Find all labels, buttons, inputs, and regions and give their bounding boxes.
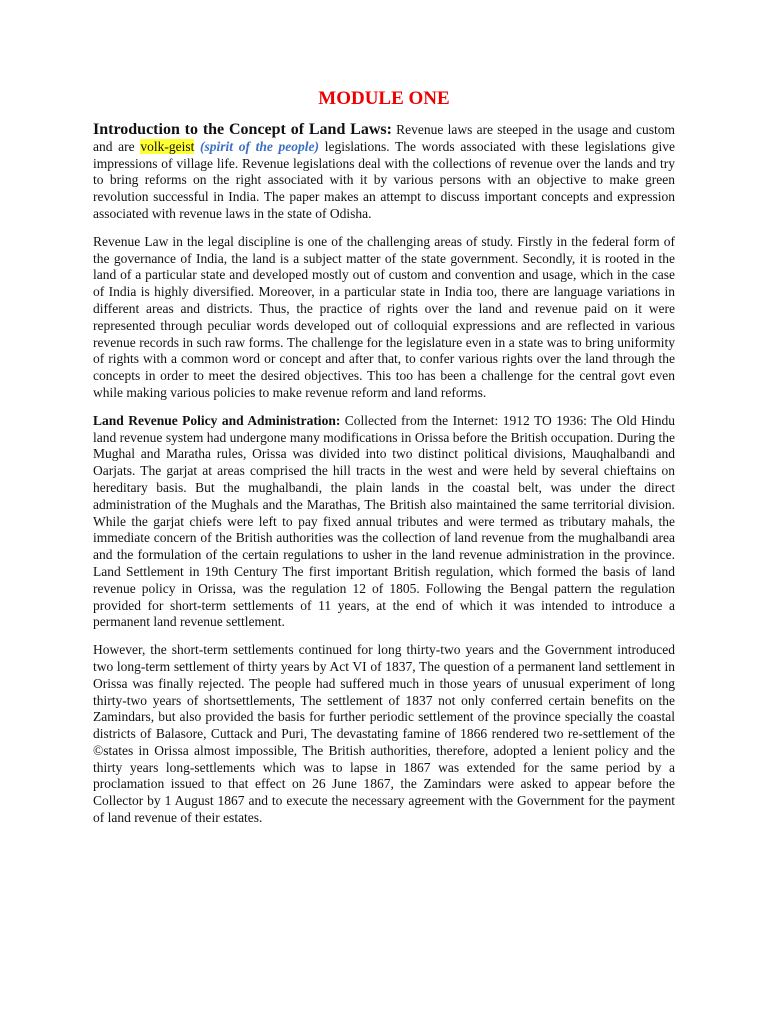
settlement-paragraph: However, the short-term settlements continued for long thirty-two years and the Government introduced two long-term settlement of thirty years by Act VI of 1837, The question of a permanent land settlement in Orissa was finally rejected. The people had suffered much in those years of unusual experiment of long thirty-two years of shortsettlements, The settlement of 1837 not only conferred certain benefits on the Zamindars, but also provided the basis for further periodic settlement of the province specially the coastal districts of Balasore, Cuttack and Puri, The devastating famine of 1866 rendered two re-settlement of the ©states in Orissa almost impossible, The British authorities, therefore, adopted a lenient policy and the thirty years long-settlements which was to lapse in 1867 was extended for the same period by a proclamation issued to that effect on 26 June 1867, the Zamindars were asked to appear before the Collector by 1 August 1867 and to execute the necessary agreement with the Government for the payment of land revenue of their estates. (93, 642, 675, 826)
revenue-law-paragraph: Revenue Law in the legal discipline is one of the challenging areas of study. Firstly in the federal form of the governance of India, the land is a subject matter of the state government. Secondly, it is rooted in the land of a particular state and developed mostly out of custom and convention and usage, which in the case of India is highly diversified. Moreover, in a particular state in India too, there are language variations in different areas and districts. Thus, the practice of rights over the land and revenue paid on it were represented through peculiar words developed out of colloquial expressions and are reflected in various revenue records in such raw forms. The challenge for the legislature even in a state was to bring uniformity of rights with a common word or concept and after that, to confer various rights over the land through the concepts in order to meet the desired objectives. This too has been a challenge for the central govt even while making various policies to make revenue reform and land reforms. (93, 233, 675, 400)
intro-paragraph (93, 122, 675, 223)
policy-heading: Land Revenue Policy and Administration: (93, 412, 341, 428)
page-title: MODULE ONE (318, 88, 450, 109)
highlighted-term: volk-geist (140, 138, 195, 154)
intro-text-start: Revenue laws are steeped in the usage and custom and are (93, 122, 676, 154)
document-page (93, 88, 675, 838)
intro-text-end: legislations. The words associated with these legislations give impressions of village life. Revenue legislations deal with the collections of revenue over the lands and try to bring reforms on the right associated with it by various persons with an objective to make green revolution successful in India. The paper makes an attempt to discuss important concepts and expression associated with revenue laws in the state of Odisha. (93, 138, 675, 221)
policy-text: Collected from the Internet: 1912 TO 1936: The Old Hindu land revenue system had undergone many modifications in Orissa before the British occupation. During the Mughal and Maratha rules, Orissa was divided into two distinct political divisions, Mauqhalbandi and Oarjats. The garjat at areas comprised the hill tracts in the west and were held by several chieftains on hereditary basis. But the mughalbandi, the plain lands in the coastal belt, was under the direct administration of the Mughals and the Marathas, The British also maintained the same territorial division. While the garjat chiefs were left to pay fixed annual tributes and were termed as tributary mahals, the immediate concern of the British authorities was the collection of land revenue from the mughalbandi area and the formulation of the certain regulations to usher in the land revenue administration in the province. Land Settlement in 19th Century The first important British regulation, which formed the basis of land revenue policy in Orissa, was the regulation 12 of 1805. Following the Bengal pattern the regulation provided for short-term settlements of 11 years, at the end of which it was intended to introduce a permanent land revenue settlement. (93, 412, 676, 630)
intro-heading: Introduction to the Concept of Land Laws: (93, 121, 392, 138)
land-revenue-policy-paragraph (93, 413, 675, 631)
term-gloss: (spirit of the people) (200, 138, 320, 154)
